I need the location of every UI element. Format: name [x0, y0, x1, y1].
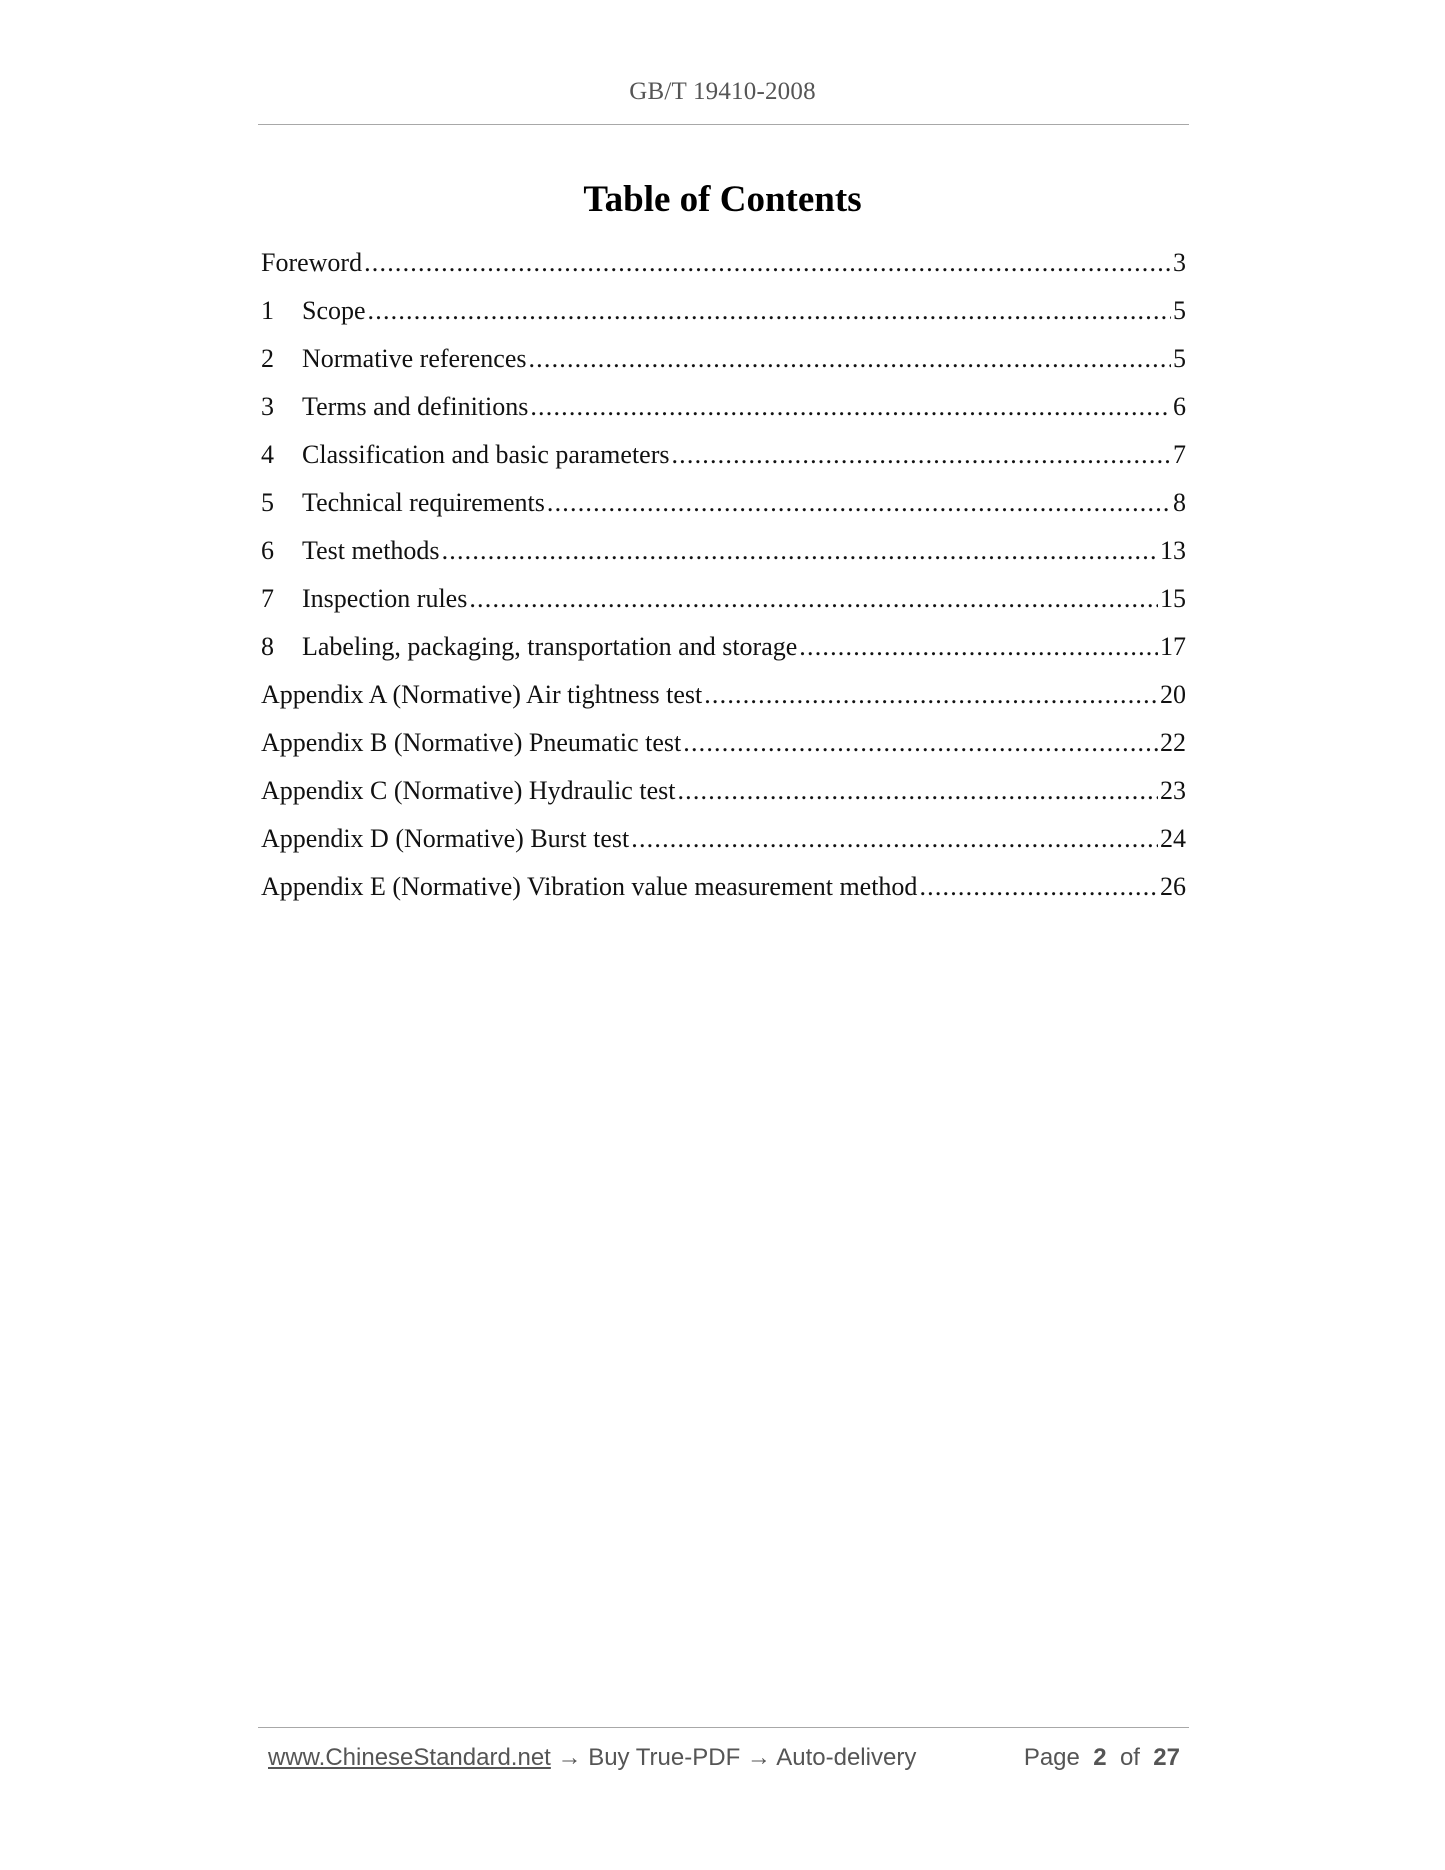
- toc-entry-page: 22: [1160, 728, 1186, 757]
- toc-entry-terms-and-definitions[interactable]: [261, 390, 1186, 438]
- arrow-right-icon: →: [746, 1744, 771, 1771]
- toc-entry-number: 1: [261, 296, 274, 325]
- toc-entry-page: 20: [1160, 680, 1186, 709]
- toc-dot-leader: [919, 870, 1158, 904]
- toc-dot-leader: [683, 726, 1158, 760]
- toc-entry-appendix-c[interactable]: [261, 774, 1186, 822]
- toc-entry-label: Inspection rules: [302, 584, 468, 613]
- toc-entry-label: Normative references: [302, 344, 527, 373]
- toc-entry-label: Appendix D (Normative) Burst test: [261, 824, 630, 853]
- toc-dot-leader: [671, 438, 1171, 472]
- footer-divider: [258, 1727, 1189, 1728]
- page-indicator: [1024, 1744, 1180, 1772]
- buy-true-pdf-text: Buy True-PDF: [588, 1744, 741, 1771]
- toc-dot-leader: [368, 294, 1171, 328]
- toc-entry-page: 8: [1173, 488, 1186, 517]
- toc-entry-labeling-packaging[interactable]: [261, 630, 1186, 678]
- current-page-number: 2: [1093, 1744, 1107, 1771]
- toc-entry-number: 5: [261, 488, 274, 517]
- toc-entry-foreword[interactable]: [261, 246, 1186, 294]
- toc-entry-label: Appendix C (Normative) Hydraulic test: [261, 776, 676, 805]
- toc-title: Table of Contents: [583, 179, 862, 220]
- toc-entry-label: Appendix A (Normative) Air tightness test: [261, 680, 703, 709]
- of-word: of: [1119, 1744, 1140, 1771]
- toc-entry-scope[interactable]: [261, 294, 1186, 342]
- toc-dot-leader: [799, 630, 1158, 664]
- page-word: Page: [1023, 1744, 1080, 1771]
- toc-entry-page: 6: [1173, 392, 1186, 421]
- toc-entry-label: Technical requirements: [302, 488, 545, 517]
- toc-entry-label: Labeling, packaging, transportation and storage: [302, 632, 798, 661]
- toc-entry-page: 3: [1173, 248, 1186, 277]
- toc-entry-label: Appendix B (Normative) Pneumatic test: [261, 728, 682, 757]
- page-footer: [268, 1744, 1180, 1772]
- toc-entry-page: 5: [1173, 344, 1186, 373]
- toc-entry-inspection-rules[interactable]: [261, 582, 1186, 630]
- toc-entry-page: 15: [1160, 584, 1186, 613]
- toc-entry-appendix-a[interactable]: [261, 678, 1186, 726]
- toc-entry-technical-requirements[interactable]: [261, 486, 1186, 534]
- toc-entry-label: Foreword: [261, 248, 363, 277]
- toc-dot-leader: [364, 246, 1171, 280]
- toc-entry-number: 7: [261, 584, 274, 613]
- toc-entry-page: 24: [1160, 824, 1186, 853]
- toc-entry-label: Classification and basic parameters: [302, 440, 670, 469]
- toc-entry-number: 6: [261, 536, 274, 565]
- toc-entry-normative-references[interactable]: [261, 342, 1186, 390]
- footer-promo: [268, 1744, 916, 1772]
- toc-entry-page: 13: [1160, 536, 1186, 565]
- toc-dot-leader: [677, 774, 1158, 808]
- auto-delivery-text: Auto-delivery: [776, 1744, 917, 1771]
- website-link[interactable]: www.ChineseStandard.net: [268, 1744, 551, 1771]
- toc-dot-leader: [530, 390, 1171, 424]
- toc-dot-leader: [442, 534, 1158, 568]
- toc-entry-label: Test methods: [302, 536, 440, 565]
- toc-entry-test-methods[interactable]: [261, 534, 1186, 582]
- table-of-contents: [261, 246, 1186, 918]
- arrow-right-icon: →: [557, 1744, 582, 1771]
- toc-entry-number: 2: [261, 344, 274, 373]
- toc-dot-leader: [547, 486, 1171, 520]
- document-code-header: GB/T 19410-2008: [629, 78, 816, 105]
- toc-entry-label: Appendix E (Normative) Vibration value measurement method: [261, 872, 918, 901]
- toc-entry-page: 17: [1160, 632, 1186, 661]
- toc-entry-label: Scope: [302, 296, 366, 325]
- toc-entry-appendix-d[interactable]: [261, 822, 1186, 870]
- toc-entry-page: 26: [1160, 872, 1186, 901]
- toc-entry-appendix-e[interactable]: [261, 870, 1186, 918]
- toc-entry-page: 5: [1173, 296, 1186, 325]
- toc-dot-leader: [704, 678, 1158, 712]
- toc-entry-number: 3: [261, 392, 274, 421]
- header-divider: [258, 124, 1189, 125]
- toc-dot-leader: [631, 822, 1158, 856]
- toc-entry-classification[interactable]: [261, 438, 1186, 486]
- toc-dot-leader: [469, 582, 1158, 616]
- total-page-count: 27: [1153, 1744, 1180, 1771]
- toc-entry-label: Terms and definitions: [302, 392, 529, 421]
- toc-entry-number: 4: [261, 440, 274, 469]
- toc-entry-number: 8: [261, 632, 274, 661]
- toc-entry-page: 23: [1160, 776, 1186, 805]
- toc-entry-page: 7: [1173, 440, 1186, 469]
- toc-dot-leader: [528, 342, 1171, 376]
- toc-entry-appendix-b[interactable]: [261, 726, 1186, 774]
